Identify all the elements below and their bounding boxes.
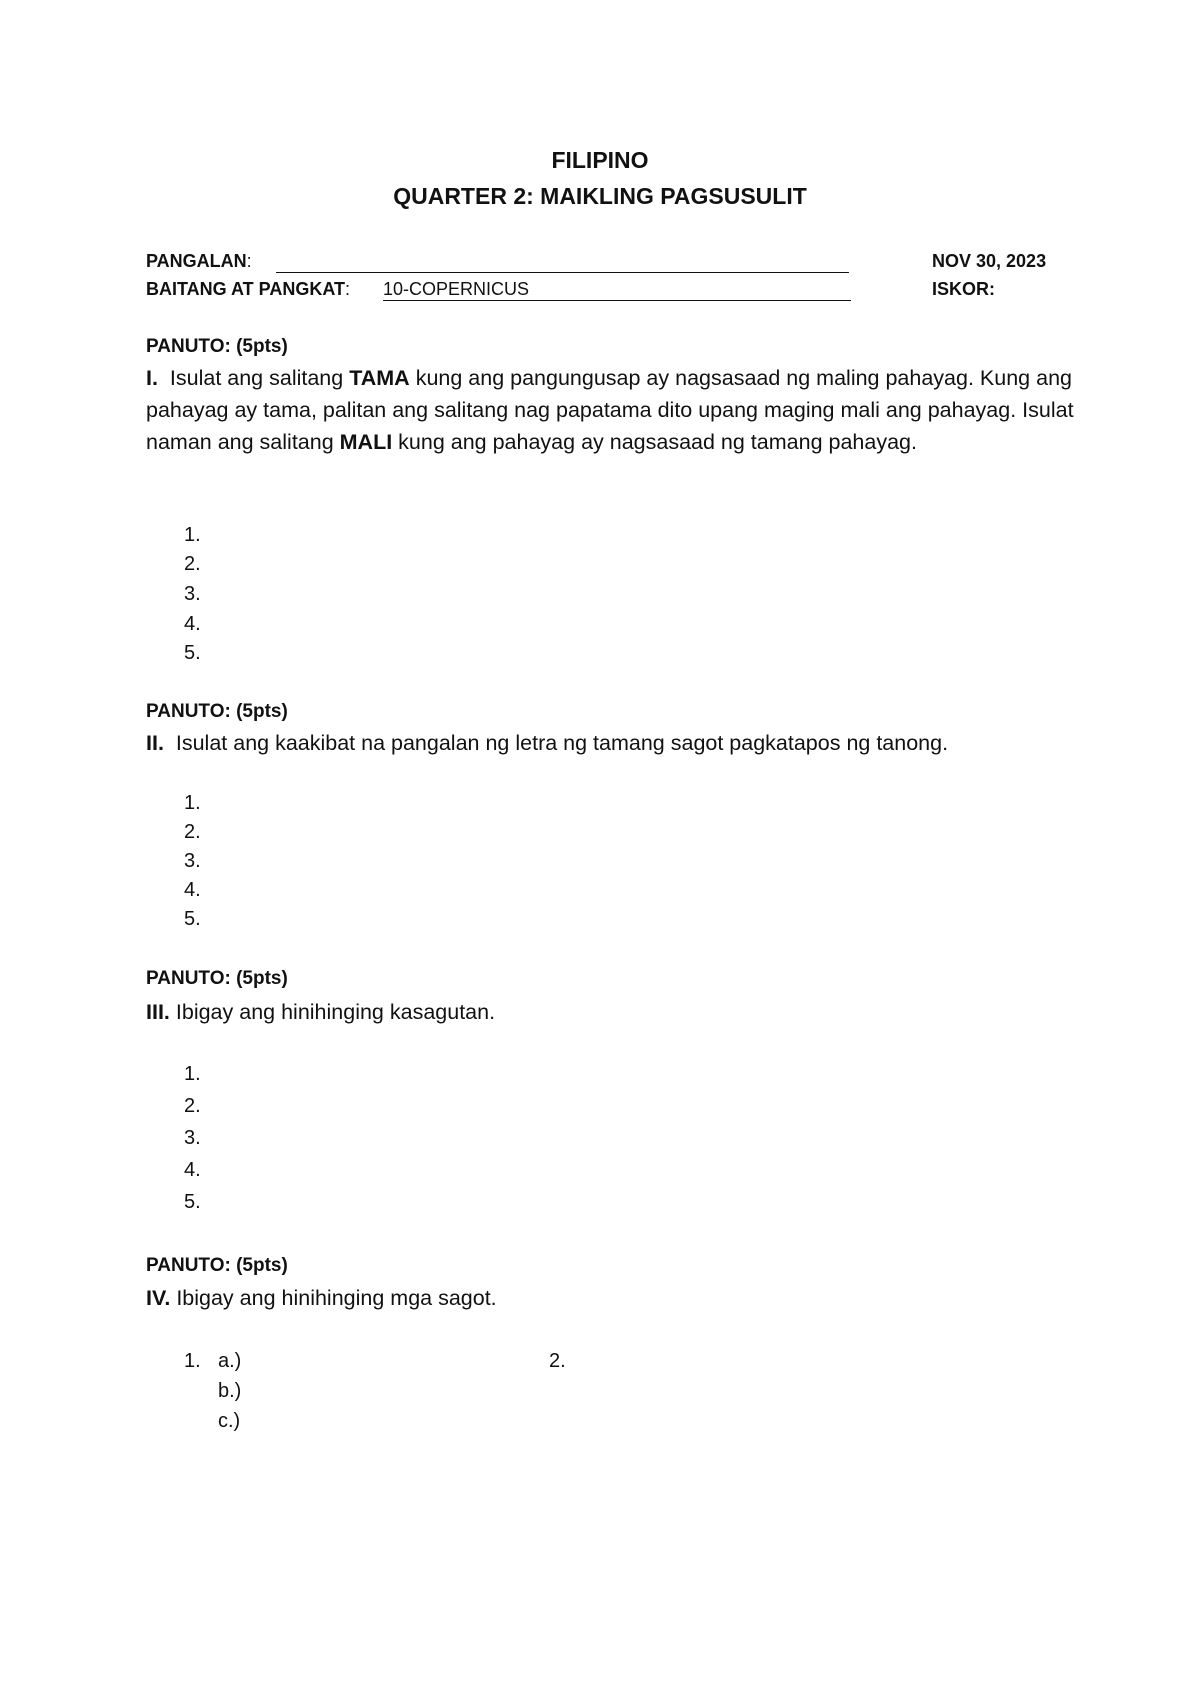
section-4-instruction: IV. Ibigay ang hinihinging mga sagot.	[146, 1286, 497, 1310]
section-3-item-5: 5.	[184, 1191, 201, 1213]
section-3-item-2: 2.	[184, 1095, 201, 1117]
grade-field[interactable]	[383, 279, 851, 301]
name-field[interactable]	[276, 251, 849, 273]
section-2-item-2: 2.	[184, 821, 201, 843]
section-1-instruction: I. Isulat ang salitang TAMA kung ang pangungusap ay nagsasaad ng maling pahayag. Kung ang pahayag ay tama, palitan ang salitang nag papatama dito upang maging mali ang pahayag. Isulat naman ang salitang MALI kung ang pahayag ay nagsasaad ng tamang pahayag.	[146, 366, 1074, 454]
section-3-instruction: III. Ibigay ang hinihinging kasagutan.	[146, 1000, 496, 1024]
section-4-panuto: PANUTO: (5pts)	[146, 1255, 288, 1276]
section-1-item-2: 2.	[184, 553, 201, 575]
name-label: PANGALAN:	[146, 251, 252, 271]
section-3-item-3: 3.	[184, 1127, 201, 1149]
section-2-item-3: 3.	[184, 850, 201, 872]
section-4-item-2: 2.	[549, 1350, 566, 1372]
subject-title: FILIPINO	[551, 147, 649, 173]
section-4-subitem-b: b.)	[218, 1380, 242, 1402]
section-1-item-4: 4.	[184, 613, 201, 635]
grade-value: 10-COPERNICUS	[383, 279, 530, 299]
section-2-item-4: 4.	[184, 879, 201, 901]
section-1-item-3: 3.	[184, 583, 201, 605]
section-1-item-5: 5.	[184, 642, 201, 664]
section-2-item-1: 1.	[184, 792, 201, 814]
date-label: NOV 30, 2023	[932, 251, 1047, 271]
section-2-item-5: 5.	[184, 908, 201, 930]
score-label: ISKOR:	[932, 279, 995, 299]
exam-title: QUARTER 2: MAIKLING PAGSUSULIT	[393, 183, 807, 209]
section-4-item-1: 1.	[184, 1350, 201, 1372]
section-4-subitem-a: a.)	[218, 1350, 242, 1372]
section-3-item-1: 1.	[184, 1063, 201, 1085]
section-1-item-1: 1.	[184, 524, 201, 546]
section-3-panuto: PANUTO: (5pts)	[146, 968, 288, 989]
section-4-subitem-c: c.)	[218, 1410, 241, 1432]
section-2-panuto: PANUTO: (5pts)	[146, 701, 288, 722]
section-1-panuto: PANUTO: (5pts)	[146, 336, 288, 357]
grade-label: BAITANG AT PANGKAT:	[146, 279, 350, 299]
section-3-item-4: 4.	[184, 1159, 201, 1181]
section-2-instruction: II. Isulat ang kaakibat na pangalan ng letra ng tamang sagot pagkatapos ng tanong.	[146, 731, 949, 755]
